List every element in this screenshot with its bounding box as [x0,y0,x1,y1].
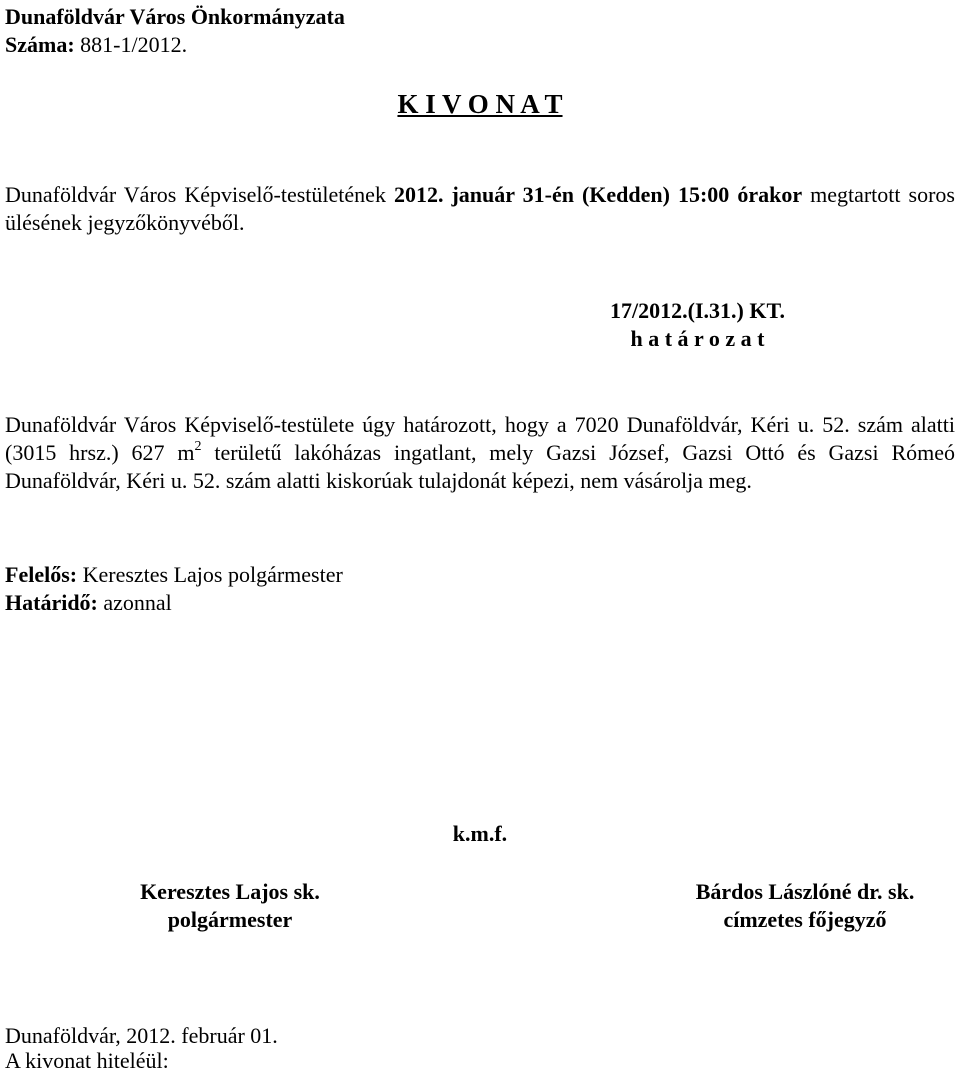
mayor-title: polgármester [167,907,293,932]
deadline-label: Határidő: [5,590,98,615]
notary-signature [650,878,960,934]
resolution-text-1: Dunaföldvár Város Képviselő-testülete úgy határozott, hogy a 7020 Dunaföldvár, Kéri u. 52. szám alatti (3015 hrsz.) 627 m [5,412,955,465]
responsible-line [5,561,955,589]
document-number [5,31,955,59]
resolution-number: 17/2012.(I.31.) KT. [610,298,785,323]
deadline-value: azonnal [97,590,172,615]
number-label: Száma: [5,32,75,57]
resolution-text [5,411,955,495]
area-unit-exponent: 2 [194,438,202,454]
responsible-label: Felelős: [5,562,78,587]
intro-paragraph [5,181,955,237]
resolution-text-2: területű lakóházas ingatlant, mely Gazsi József, Gazsi Ottó és Gazsi Rómeó Dunaföldvár, Kéri u. 52. szám alatti kiskorúak tulajdonát képezi, nem vásárolja meg. [5,440,955,493]
notary-name: Bárdos Lászlóné dr. sk. [695,879,915,904]
place-date: Dunaföldvár, 2012. február 01. [5,1023,278,1048]
responsible-value: Keresztes Lajos polgármester [77,562,343,587]
deadline-line [5,589,955,617]
notary-title: címzetes főjegyző [723,907,887,932]
mayor-name: Keresztes Lajos sk. [140,879,320,904]
kmf-mark: k.m.f. [452,821,508,846]
intro-text-1: Dunaföldvár Város Képviselő-testületének [5,182,394,207]
resolution-label: h a t á r o z a t [630,326,765,351]
mayor-signature [80,878,380,934]
number-value: 881-1/2012. [80,32,188,57]
certification-line: A kivonat hiteléül: [5,1048,169,1073]
org-name: Dunaföldvár Város Önkormányzata [5,4,345,29]
intro-text-2: megtartott soros ülésének jegyzőkönyvéből. [5,182,955,235]
document-title: K I V O N A T [397,89,563,119]
meeting-date: 2012. január 31-én (Kedden) 15:00 órakor [393,182,803,207]
